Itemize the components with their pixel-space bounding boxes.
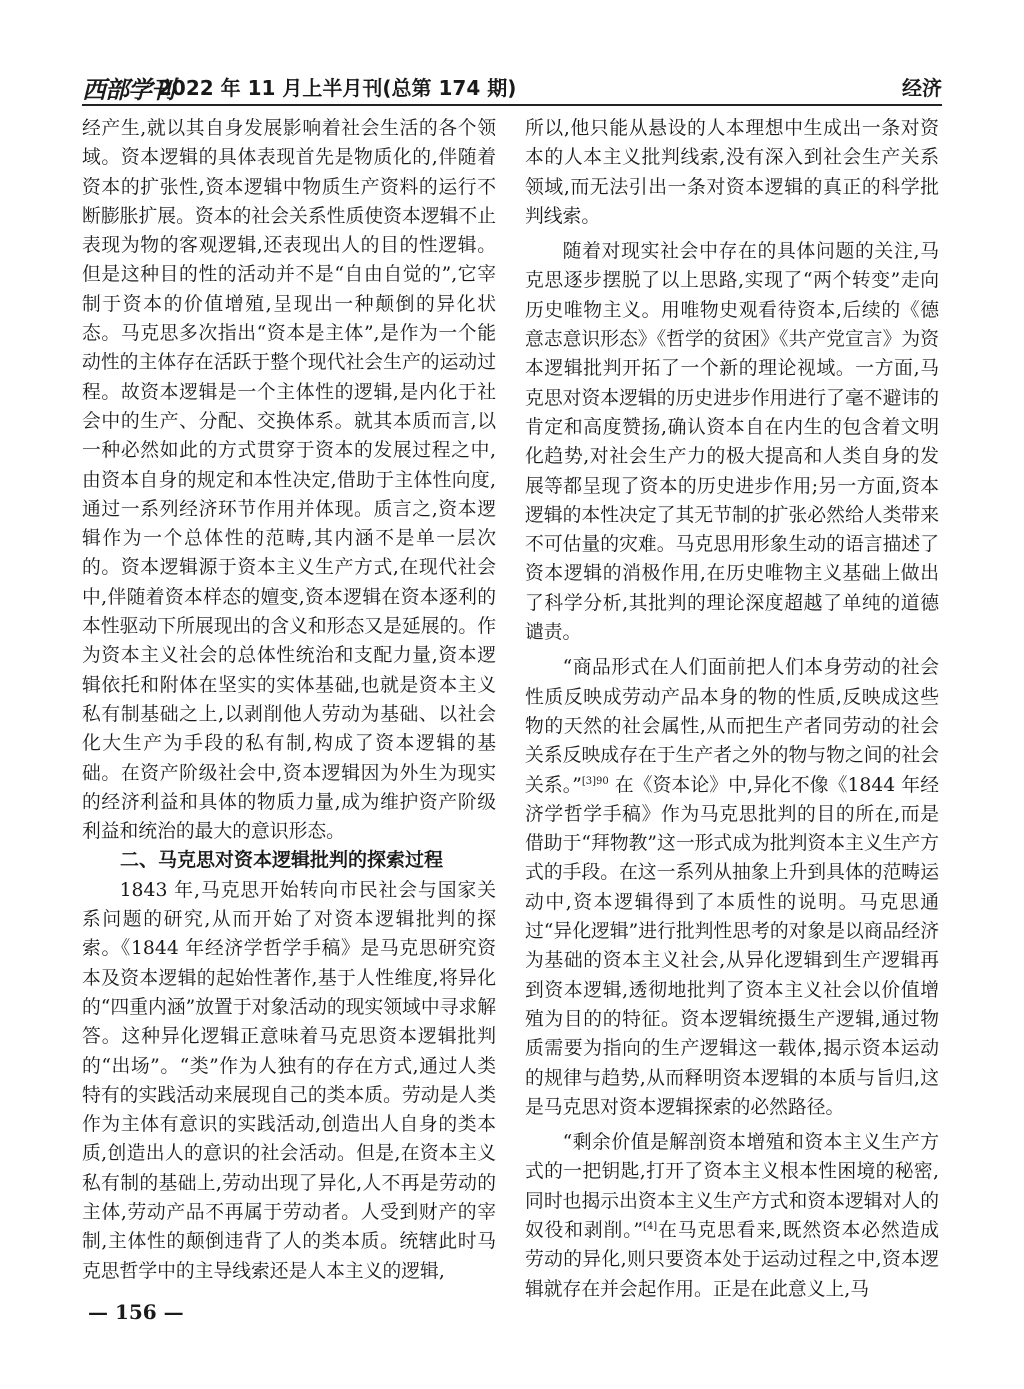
citation-ref: [3]90 bbox=[581, 775, 609, 787]
issue-info: 2022 年 11 月上半月刊(总第 174 期) bbox=[158, 76, 517, 100]
section-heading: 二、马克思对资本逻辑批判的探索过程 bbox=[120, 849, 444, 872]
body-paragraph: 所以,他只能从悬设的人本理想中生成出一条对资本的人本主义批判线索,没有深入到社会生产关系领域,而无法引出一条对资本逻辑的真正的科学批判线索。 bbox=[525, 118, 939, 227]
page-number: — 156 — bbox=[88, 1300, 184, 1324]
citation-ref: [4] bbox=[643, 1220, 658, 1232]
left-column bbox=[82, 114, 496, 1322]
right-column bbox=[525, 114, 939, 1322]
body-paragraph: 随着对现实社会中存在的具体问题的关注,马克思逐步摆脱了以上思路,实现了“两个转变”走向历史唯物主义。用唯物史观看待资本,后续的《德意志意识形态》《哲学的贫困》《共产党宣言》为资本逻辑批判开拓了一个新的理论视域。一方面,马克思对资本逻辑的历史进步作用进行了毫不避讳的肯定和高度赞扬,确认资本自在内生的包含着文明化趋势,对社会生产力的极大提高和人类自身的发展等都呈现了资本的历史进步作用;另一方面,资本逻辑的本性决定了其无节制的扩张必然给人类带来不可估量的灾难。马克思用形象生动的语言描述了资本逻辑的消极作用,在历史唯物主义基础上做出了科学分析,其批判的理论深度超越了单纯的道德谴责。 bbox=[525, 241, 939, 644]
running-header bbox=[82, 64, 942, 102]
body-text: 在马克思看来,既然资本必然造成劳动的异化,则只要资本处于运动过程之中,资本逻辑就存在并会起作用。正是在此意义上,马 bbox=[525, 1219, 939, 1300]
journal-logo: 西部学刊 bbox=[82, 75, 174, 104]
quote-text: “商品形式在人们面前把人们本身劳动的社会性质反映成劳动产品本身的物的性质,反映成这些物的天然的社会属性,从而把生产者同劳动的社会关系反映成存在于生产者之外的物与物之间的社会关系。” bbox=[525, 657, 939, 796]
body-text: 在《资本论》中,异化不像《1844 年经济学哲学手稿》作为马克思批判的目的所在,而是借助于“拜物教”这一形式成为批判资本主义生产方式的手段。在这一系列从抽象上升到具体的范畴运动中,资本逻辑得到了本质性的说明。马克思通过“异化逻辑”进行批判性思考的对象是以商品经济为基础的资本主义社会,从异化逻辑到生产逻辑再到资本逻辑,透彻地批判了资本主义社会以价值增殖为目的的特征。资本逻辑统摄生产逻辑,通过物质需要为指向的生产逻辑这一载体,揭示资本运动的规律与趋势,从而释明资本逻辑的本质与旨归,这是马克思对资本逻辑探索的必然路径。 bbox=[525, 774, 939, 1118]
quote-paragraph bbox=[525, 1128, 939, 1304]
quote-paragraph bbox=[525, 653, 939, 1122]
quote-text: “剩余价值是解剖资本增殖和资本主义生产方式的一把钥匙,打开了资本主义根本性困境的秘密,同时也揭示出资本主义生产方式和资本逻辑对人的奴役和剥削。” bbox=[525, 1132, 939, 1241]
header-rule bbox=[82, 104, 942, 106]
body-paragraph: 经产生,就以其自身发展影响着社会生活的各个领域。资本逻辑的具体表现首先是物质化的,伴随着资本的扩张性,资本逻辑中物质生产资料的运行不断膨胀扩展。资本的社会关系性质使资本逻辑不止表现为物的客观逻辑,还表现出人的目的性逻辑。但是这种目的性的活动并不是“自由自觉的”,它宰制于资本的价值增殖,呈现出一种颠倒的异化状态。马克思多次指出“资本是主体”,是作为一个能动性的主体存在活跃于整个现代社会生产的运动过程。故资本逻辑是一个主体性的逻辑,是内化于社会中的生产、分配、交换体系。就其本质而言,以一种必然如此的方式贯穿于资本的发展过程之中,由资本自身的规定和本性决定,借助于主体性向度,通过一系列经济环节作用并体现。质言之,资本逻辑作为一个总体性的范畴,其内涵不是单一层次的。资本逻辑源于资本主义生产方式,在现代社会中,伴随着资本样态的嬗变,资本逻辑在资本逐利的本性驱动下所展现出的含义和形态又是延展的。作为资本主义社会的总体性统治和支配力量,资本逻辑依托和附体在坚实的实体基础,也就是资本主义私有制基础之上,以剥削他人劳动为基础、以社会化大生产为手段的私有制,构成了资本逻辑的基础。在资产阶级社会中,资本逻辑因为外生为现实的经济利益和具体的物质力量,成为维护资产阶级利益和统治的最大的意识形态。 bbox=[82, 118, 496, 843]
section-name: 经济 bbox=[902, 76, 942, 100]
body-paragraph: 1843 年,马克思开始转向市民社会与国家关系问题的研究,从而开始了对资本逻辑批判的探索。《1844 年经济学哲学手稿》是马克思研究资本及资本逻辑的起始性著作,基于人性维度,将异化的“四重内涵”放置于对象活动的现实领域中寻求解答。这种异化逻辑正意味着马克思资本逻辑批判的“出场”。“类”作为人独有的存在方式,通过人类特有的实践活动来展现自己的类本质。劳动是人类作为主体有意识的实践活动,创造出人自身的类本质,创造出人的意识的社会活动。但是,在资本主义私有制的基础上,劳动出现了异化,人不再是劳动的主体,劳动产品不再属于劳动者。人受到财产的宰制,主体性的颠倒违背了人的类本质。统辖此时马克思哲学中的主导线索还是人本主义的逻辑, bbox=[82, 879, 496, 1282]
